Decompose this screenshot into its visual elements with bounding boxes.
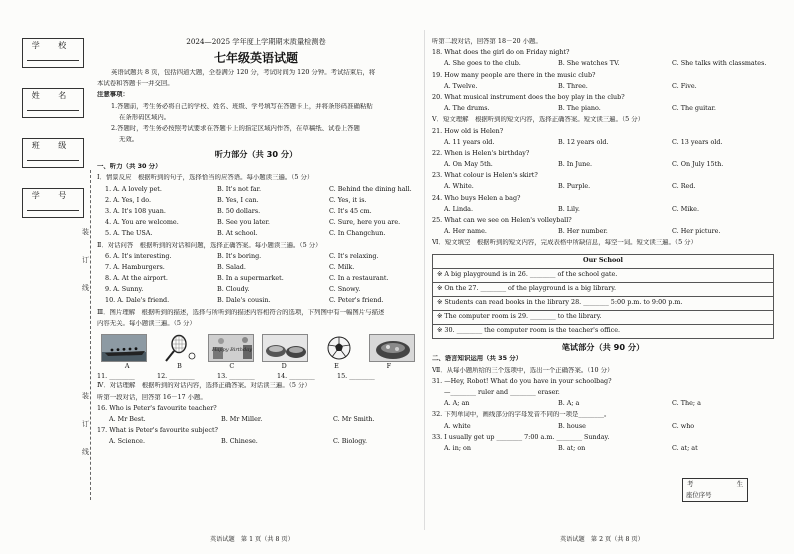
option[interactable]: B. It's not far. bbox=[217, 184, 262, 193]
bind-mark: 线 bbox=[82, 448, 89, 456]
listening-part-title: 听力部分（共 30 分） bbox=[214, 149, 298, 160]
option[interactable]: A. A; an bbox=[444, 399, 470, 408]
question-group-heading: Ⅶ．从每小题所给的三个选项中，选出一个正确答案。（10 分） bbox=[432, 366, 614, 374]
option[interactable]: 4. A. You are welcome. bbox=[105, 218, 179, 227]
option[interactable]: B. Salad. bbox=[217, 262, 246, 271]
picture-food-bowls bbox=[262, 334, 308, 362]
notice-item: 在条形码区域内。 bbox=[119, 113, 171, 121]
option[interactable]: C. In Changchun. bbox=[329, 229, 386, 238]
picture-label: B bbox=[177, 362, 182, 370]
picture-row bbox=[101, 334, 415, 362]
our-school-table bbox=[432, 254, 774, 339]
question-stem: 22. When is Helen's birthday? bbox=[432, 149, 530, 157]
option[interactable]: A. Linda. bbox=[444, 204, 474, 213]
seat-number-box bbox=[682, 478, 748, 502]
option[interactable]: B. Chinese. bbox=[221, 437, 258, 446]
picture-label: F bbox=[386, 362, 392, 370]
intro-line: 本试卷和答题卡一并交回。 bbox=[97, 80, 174, 88]
option[interactable]: 1. A. A lovely pet. bbox=[105, 184, 162, 193]
page-divider bbox=[424, 30, 425, 530]
section-heading: 二、语言知识运用（共 35 分） bbox=[432, 355, 523, 363]
picture-dragon-boat bbox=[101, 334, 147, 362]
option[interactable]: C. The guitar. bbox=[672, 104, 716, 113]
option[interactable]: C. Her picture. bbox=[672, 227, 721, 236]
question-options bbox=[432, 183, 774, 194]
option[interactable]: C. It's relaxing. bbox=[329, 251, 379, 260]
option[interactable]: B. A; a bbox=[558, 399, 580, 408]
question-options bbox=[97, 438, 415, 449]
option[interactable]: A. The drums. bbox=[444, 104, 490, 113]
exam-term: 2024—2025 学年度上学期期末质量检测卷 bbox=[186, 38, 326, 46]
notice-item: 无效。 bbox=[119, 136, 139, 144]
option[interactable]: 9. A. Sunny. bbox=[105, 285, 144, 294]
page-footer-right: 英语试题 第 2 页（共 8 页） bbox=[560, 536, 644, 543]
question-group-heading: 内容无关。每小题读三遍。（5 分） bbox=[97, 319, 196, 327]
option[interactable]: C. She talks with classmates. bbox=[672, 59, 767, 68]
answer-blanks bbox=[97, 373, 415, 381]
bind-mark: 订 bbox=[82, 420, 89, 428]
question-stem: —________ ruler and ________ eraser. bbox=[444, 388, 560, 396]
answer-blank[interactable]: 12. ________ bbox=[157, 371, 195, 380]
option[interactable]: C. Biology. bbox=[333, 437, 368, 446]
option[interactable]: A. White. bbox=[444, 182, 474, 191]
question-options bbox=[432, 228, 774, 239]
table-title: Our School bbox=[433, 254, 774, 268]
option[interactable]: B. Mr Miller. bbox=[221, 414, 263, 423]
option[interactable]: A. 11 years old. bbox=[444, 137, 495, 146]
option[interactable]: B. at; on bbox=[558, 443, 586, 452]
option[interactable]: B. At school. bbox=[217, 229, 258, 238]
question-options bbox=[432, 60, 774, 71]
option[interactable]: 6. A. It's interesting. bbox=[105, 251, 172, 260]
page-footer-left: 英语试题 第 1 页（共 8 页） bbox=[210, 536, 294, 543]
option[interactable]: B. Purple. bbox=[558, 182, 591, 191]
picture-label: E bbox=[334, 362, 339, 370]
table-row[interactable]: ※ A big playground is in 26. ________ of the school gate. bbox=[433, 268, 774, 282]
question-options bbox=[432, 105, 774, 116]
bind-mark: 装 bbox=[82, 392, 89, 400]
option[interactable]: A. She goes to the club. bbox=[444, 59, 521, 68]
table-row[interactable]: ※ 30. ________ the computer room is the teacher's office. bbox=[433, 324, 774, 338]
option[interactable]: B. house bbox=[558, 421, 586, 430]
option[interactable]: C. Behind the dining hall. bbox=[329, 184, 412, 193]
option[interactable]: C. In a restaurant. bbox=[329, 274, 389, 283]
picture-soup-dish bbox=[369, 334, 415, 362]
table-row[interactable]: ※ The computer room is 29. ________ to the library. bbox=[433, 310, 774, 324]
picture-label: D bbox=[281, 362, 287, 370]
question-row bbox=[97, 297, 415, 308]
option[interactable]: A. Twelve. bbox=[444, 81, 478, 90]
class-field-line[interactable] bbox=[27, 160, 79, 161]
option[interactable]: C. Mr Smith. bbox=[333, 414, 375, 423]
option[interactable]: B. It's boring. bbox=[217, 251, 262, 260]
question-list bbox=[97, 253, 415, 309]
name-field-line[interactable] bbox=[27, 110, 79, 111]
option[interactable]: B. Her number. bbox=[558, 227, 608, 236]
bind-mark: 线 bbox=[82, 284, 89, 292]
option[interactable]: C. Mike. bbox=[672, 204, 699, 213]
answer-blank[interactable]: 13. ________ bbox=[217, 371, 255, 380]
option[interactable]: C. Yes, it is. bbox=[329, 195, 367, 204]
notice-item: 2.答题时，考生务必按照考试要求在答题卡上的指定区域内作答，在草稿纸、试卷上答题 bbox=[111, 124, 360, 132]
question-stem: 25. What can we see on Helen's volleyball? bbox=[432, 217, 572, 224]
question-stem: 24. Who buys Helen a bag? bbox=[432, 194, 521, 202]
school-field-box bbox=[22, 38, 84, 68]
option[interactable]: C. Peter's friend. bbox=[329, 296, 384, 305]
question-options bbox=[432, 423, 774, 434]
school-field-label: 学 校 bbox=[31, 41, 75, 50]
answer-blank[interactable]: 15. ________ bbox=[337, 371, 375, 380]
picture-soccer-ball bbox=[316, 334, 362, 362]
left-page bbox=[97, 38, 415, 450]
school-field-line[interactable] bbox=[27, 60, 79, 61]
student-id-field-label: 学 号 bbox=[31, 191, 75, 200]
answer-blank[interactable]: 14. ________ bbox=[277, 371, 315, 380]
question-stem: 33. I usually get up ________ 7:00 a.m. ________ Sunday. bbox=[432, 433, 610, 441]
option[interactable]: B. Dale's cousin. bbox=[217, 296, 271, 305]
notice-item: 1.答题前，考生务必将自己的学校、姓名、班级、学号填写在答题卡上，并将条形码准确粘贴 bbox=[111, 102, 373, 110]
question-stem: 23. What colour is Helen's skirt? bbox=[432, 172, 538, 180]
section-heading: 一、听力（共 30 分） bbox=[97, 163, 162, 171]
option[interactable]: C. Milk. bbox=[329, 262, 355, 271]
option[interactable]: C. Sure, here you are. bbox=[329, 218, 401, 227]
picture-labels bbox=[101, 363, 415, 371]
binding-strip bbox=[22, 38, 84, 238]
option[interactable]: B. In a supermarket. bbox=[217, 274, 284, 283]
option[interactable]: A. white bbox=[444, 421, 471, 430]
option[interactable]: A. On May 5th. bbox=[444, 160, 493, 169]
option[interactable]: A. Mr Best. bbox=[109, 414, 146, 423]
seat-label: 座位序号 bbox=[686, 491, 712, 499]
table-row[interactable]: ※ Students can read books in the library 28. ________ 5:00 p.m. to 9:00 p.m. bbox=[433, 296, 774, 310]
class-field-box bbox=[22, 138, 84, 168]
question-stem: 18. What does the girl do on Friday night? bbox=[432, 49, 570, 57]
question-group-heading: Ⅳ．对话理解 根据听到的对话内容，选择正确答案。对话读三遍。（5 分） bbox=[97, 382, 311, 390]
option[interactable]: 10. A. Dale's friend. bbox=[105, 296, 170, 305]
option[interactable]: C. Five. bbox=[672, 81, 697, 90]
exam-title: 七年级英语试题 bbox=[213, 50, 298, 65]
option[interactable]: C. On July 15th. bbox=[672, 160, 724, 169]
option[interactable]: C. The; a bbox=[672, 399, 701, 408]
option[interactable]: C. It's 45 cm. bbox=[329, 206, 372, 215]
intro-line: 英语试题共 8 页，包括四道大题，全卷满分 120 分，考试时间为 120 分钟。考试结束后，将 bbox=[111, 69, 376, 77]
class-field-label: 班 级 bbox=[31, 141, 75, 150]
option[interactable]: 8. A. At the airport. bbox=[105, 274, 168, 283]
name-field-box bbox=[22, 88, 84, 118]
question-options bbox=[432, 139, 774, 150]
question-group-heading: Ⅲ．图片理解 根据听到的描述，选择与所听到的描述内容相符合的选项，下列图中有一幅图片与描述 bbox=[97, 308, 385, 316]
option[interactable]: 3. A. It's 108 yuan. bbox=[105, 206, 166, 215]
option[interactable]: B. The piano. bbox=[558, 104, 601, 113]
bind-mark: 订 bbox=[82, 256, 89, 264]
option[interactable]: A. Her name. bbox=[444, 227, 487, 236]
question-group-heading: Ⅱ．对话问答 根据听到的对话和问题，选择正确答案。每小题读三遍。（5 分） bbox=[97, 241, 322, 249]
picture-label: C bbox=[229, 362, 235, 370]
option[interactable]: B. In June. bbox=[558, 160, 593, 169]
right-page bbox=[432, 38, 774, 456]
seat-label: 考 bbox=[687, 480, 694, 488]
option[interactable]: A. in; on bbox=[444, 443, 471, 452]
question-options bbox=[432, 206, 774, 217]
option[interactable]: B. Cloudy. bbox=[217, 285, 250, 294]
option[interactable]: C. who bbox=[672, 421, 695, 430]
binding-dashed-line bbox=[90, 170, 91, 500]
picture-birthday-card bbox=[208, 334, 254, 362]
bind-mark: 装 bbox=[82, 228, 89, 236]
question-options bbox=[97, 416, 415, 427]
option[interactable]: A. Science. bbox=[109, 437, 145, 446]
question-stem: 21. How old is Helen? bbox=[432, 127, 504, 135]
option[interactable]: B. 50 dollars. bbox=[217, 206, 261, 215]
name-field-label: 姓 名 bbox=[31, 91, 75, 100]
option[interactable]: C. at; at bbox=[672, 443, 698, 452]
sub-instruction: 听第一段对话，回答第 16－17 小题。 bbox=[97, 393, 207, 401]
question-stem: 20. What musical instrument does the boy play in the club? bbox=[432, 93, 625, 101]
option[interactable]: 7. A. Hamburgers. bbox=[105, 262, 165, 271]
student-id-field-box bbox=[22, 188, 84, 218]
sub-instruction: 听第二段对话，回答第 18－20 小题。 bbox=[432, 38, 542, 45]
option[interactable]: C. Red. bbox=[672, 182, 696, 191]
question-group-heading: Ⅴ．短文理解 根据听到的短文内容，选择正确答案。短文读三遍。（5 分） bbox=[432, 116, 645, 124]
option[interactable]: C. 13 years old. bbox=[672, 137, 723, 146]
option[interactable]: B. 12 years old. bbox=[558, 137, 609, 146]
question-stem: 31. —Hey, Robot! What do you have in your schoolbag? bbox=[432, 377, 612, 385]
answer-blank[interactable]: 11. ________ bbox=[97, 371, 135, 380]
option[interactable]: B. Lily. bbox=[558, 204, 580, 213]
question-group-heading: Ⅰ．情景反应 根据听到的句子，选择恰当的应答语。每小题读三遍。（5 分） bbox=[97, 174, 314, 182]
question-row bbox=[97, 275, 415, 286]
birthday-card-text: Happy Birthday bbox=[212, 347, 253, 353]
written-part-title: 笔试部分（共 90 分） bbox=[561, 341, 645, 352]
question-options bbox=[432, 161, 774, 172]
question-row bbox=[97, 230, 415, 241]
table-row[interactable]: ※ On the 27. ________ of the playground is a big library. bbox=[433, 282, 774, 296]
question-options bbox=[432, 83, 774, 94]
option[interactable]: B. She watches TV. bbox=[558, 59, 620, 68]
option[interactable]: B. See you later. bbox=[217, 218, 270, 227]
question-list bbox=[97, 186, 415, 242]
option[interactable]: B. Yes, I can. bbox=[217, 195, 259, 204]
question-stem: 19. How many people are there in the music club? bbox=[432, 71, 596, 79]
option[interactable]: 5. A. The USA. bbox=[105, 229, 153, 238]
question-options bbox=[432, 400, 774, 411]
option[interactable]: C. Snowy. bbox=[329, 285, 361, 294]
option[interactable]: 2. A. Yes, I do. bbox=[105, 195, 152, 204]
notice-heading: 注意事项： bbox=[97, 91, 129, 99]
picture-tennis-racket bbox=[155, 334, 201, 362]
student-id-field-line[interactable] bbox=[27, 210, 79, 211]
picture-label: A bbox=[124, 362, 130, 370]
question-group-heading: Ⅵ．短文填空 根据听到的短文内容，完成表格中所缺信息，每空一词。短文读三遍。（5 分） bbox=[432, 239, 697, 247]
question-options bbox=[432, 445, 774, 456]
seat-label: 生 bbox=[736, 480, 743, 488]
question-stem: 17. What is Peter's favourite subject? bbox=[97, 427, 218, 435]
question-stem: 16. Who is Peter's favourite teacher? bbox=[97, 404, 217, 412]
option[interactable]: B. Three. bbox=[558, 81, 588, 90]
question-stem: 32. 下列单词中，画线部分的字母发音不同的一项是________。 bbox=[432, 411, 611, 419]
